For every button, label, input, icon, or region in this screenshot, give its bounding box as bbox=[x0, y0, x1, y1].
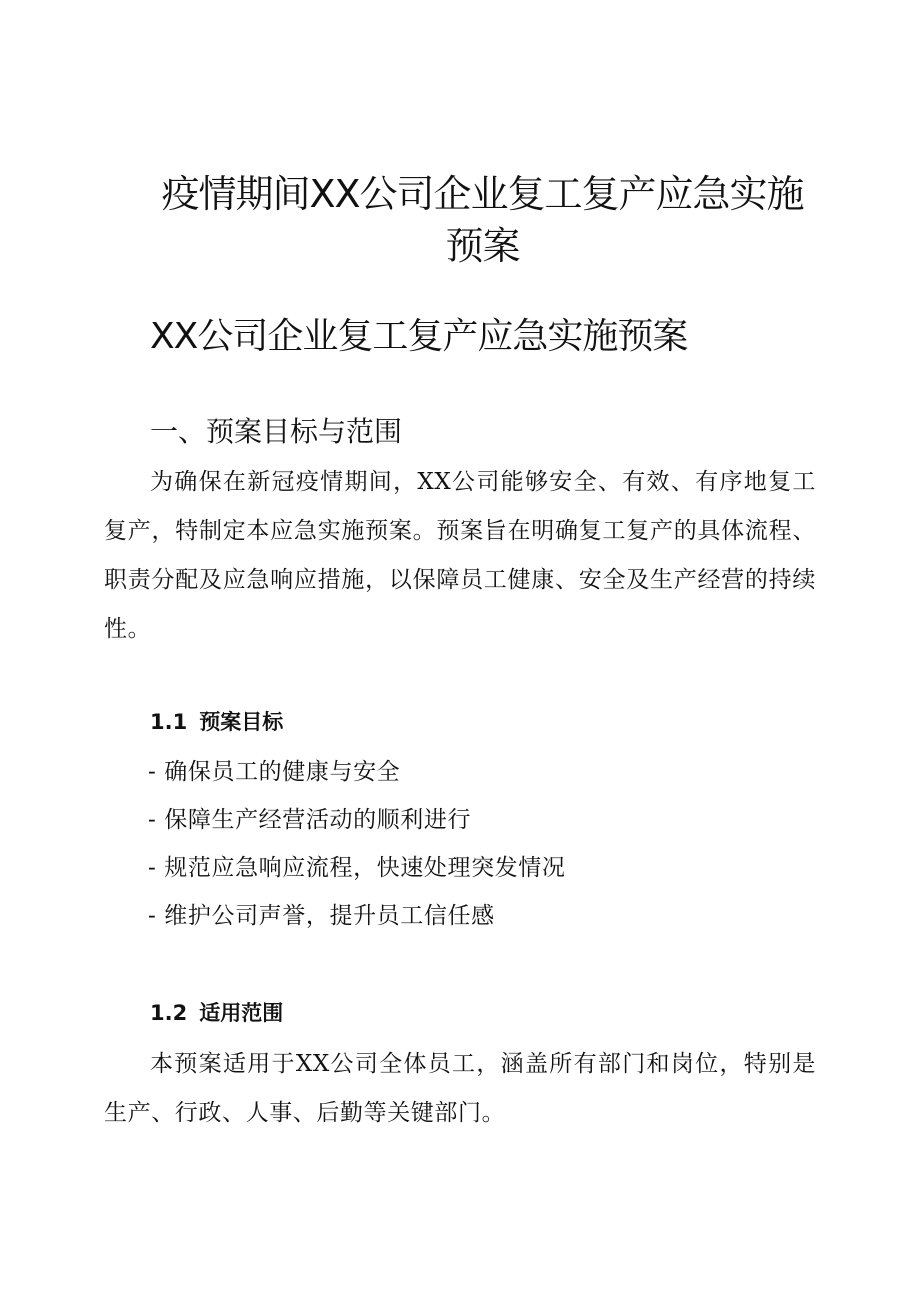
goals-list bbox=[148, 748, 565, 940]
scope-paragraph: 本预案适用于XX公司全体员工，涵盖所有部门和岗位，特别是生产、行政、人事、后勤等关键部门。 bbox=[104, 1051, 816, 1126]
list-item: - 规范应急响应流程，快速处理突发情况 bbox=[148, 855, 566, 881]
goals-heading bbox=[150, 706, 283, 738]
goals-number: 1.1 bbox=[150, 710, 188, 734]
document-title: 疫情期间XX公司企业复工复产应急实施预案 bbox=[161, 172, 804, 268]
list-item: - 保障生产经营活动的顺利进行 bbox=[148, 807, 472, 833]
section-heading: 一、预案目标与范围 bbox=[150, 415, 403, 448]
scope-heading-text: 适用范围 bbox=[199, 1001, 284, 1025]
intro-paragraph: 为确保在新冠疫情期间，XX公司能够安全、有效、有序地复工复产，特制定本应急实施预案。预案旨在明确复工复产的具体流程、职责分配及应急响应措施，以保障员工健康、安全及生产经营的持续性。 bbox=[104, 469, 816, 642]
goals-heading-text: 预案目标 bbox=[199, 710, 284, 734]
plan-subtitle: XX公司企业复工复产应急实施预案 bbox=[150, 316, 688, 357]
list-item: - 确保员工的健康与安全 bbox=[148, 759, 401, 785]
scope-number: 1.2 bbox=[150, 1001, 188, 1025]
list-item: - 维护公司声誉，提升员工信任感 bbox=[148, 903, 495, 929]
scope-heading bbox=[150, 997, 283, 1029]
